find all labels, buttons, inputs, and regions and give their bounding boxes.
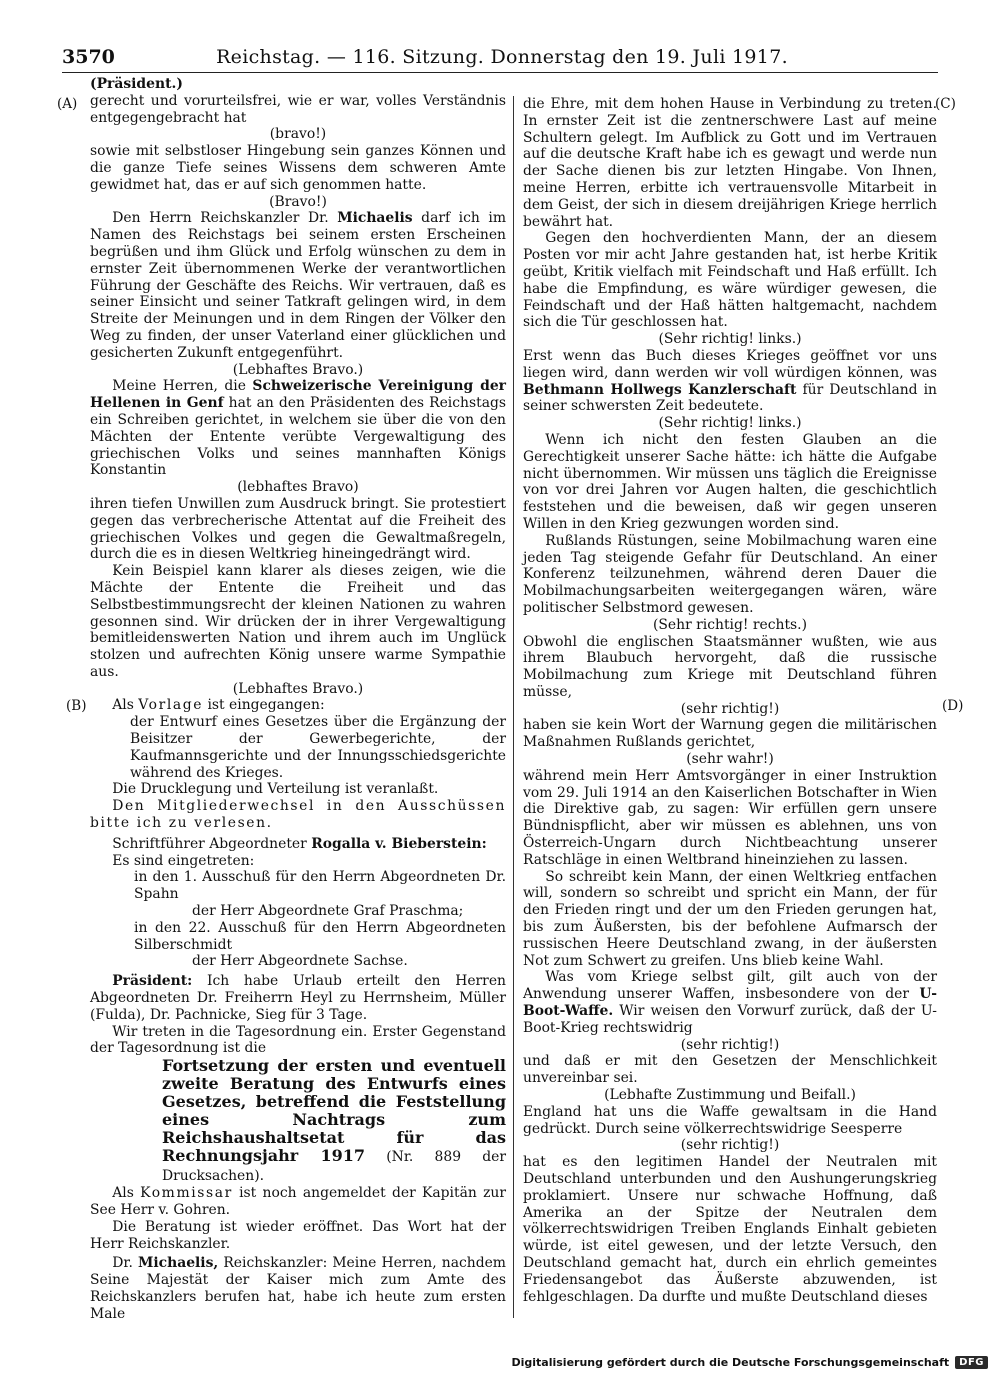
speaker-name: Michaelis: [337, 210, 413, 227]
paragraph: Wenn ich nicht den festen Glauben an die Gerechtigkeit unserer Sache hätte: ich hätte die Aufgabe nicht übernommen. Wir müssen uns täglich die Ereignisse von vor drei Jahren vor Augen halten, die geschichtlich feststehen und die beweisen, daß wir gegen unseren Willen in den Krieg gezwungen worden sind.: [523, 431, 937, 532]
margin-mark-b: (B): [66, 698, 87, 714]
column-divider: [513, 96, 514, 1318]
interjection: (sehr richtig!): [680, 1137, 780, 1154]
paragraph: ihren tiefen Unwillen zum Ausdruck bringt. Sie protestiert gegen das verbrecherische Attentat auf die Freiheit des griechischen Volkes und gegen die Gewaltmaßregeln, durch die es in diesen Weltkrieg hineingedrängt wird.: [90, 495, 506, 563]
interjection: (Sehr richtig! links.): [658, 331, 802, 348]
list-item: in den 22. Ausschuß für den Herrn Abgeordneten Silberschmidt: [134, 919, 506, 953]
emphasis: Vorlage: [138, 697, 204, 714]
paragraph: Den Herrn Reichskanzler Dr. Michaelis darf ich im Namen des Reichstags bei seinem ersten Erscheinen begrüßen und ihm Glück und Erfolg wünschen zu dem in ernster Zeit übernommenen Werke der verantwortlichen Führung der Geschäfte des Reichs. Wir vertrauen, daß es seiner Einsicht und seiner Tatkraft gelingen wird, in dem Streite der Meinungen und in dem Ringen der Völker den Weg zu finden, der unser Vaterland einer glücklichen und gesicherten Zukunft entgegenführt.: [90, 210, 507, 361]
paragraph: sowie mit selbstloser Hingebung sein ganzes Können und die ganze Tiefe seines Wissens dem schweren Amte gewidmet hat, das er auf sich genommen hatte.: [90, 143, 506, 193]
emphasis: Schweizerische Vereinigung der Hellenen in Genf: [90, 378, 506, 412]
paragraph: England hat uns die Waffe gewaltsam in die Hand gedrückt. Durch seine völkerrechtswidrige Seesperre: [523, 1103, 937, 1137]
paragraph: während mein Herr Amtsvorgänger in einer Instruktion vom 29. Juli 1914 an den Kaiserlichen Botschafter in Wien die Direktive gab, zu sagen: Wir erfüllen gern unsere Bündnispflicht, aber wir müssen es ablehnen, uns von Österreich-Ungarn durch Nichtbeachtung unserer Ratschläge in einen Weltbrand hineinziehen zu lassen.: [523, 767, 937, 868]
paragraph: Gegen den hochverdienten Mann, der an diesem Posten vor mir acht Jahre gestanden hat, ist herbe Kritik geübt, Kritik vielfach mit Feindschaft und Haß erfüllt. Ich habe die Empfindung, es wäre würdiger gewesen, die Feindschaft und der Haß hätten haltgemacht, nachdem sich die Tür geschlossen hat.: [523, 230, 937, 331]
paragraph: Präsident: Ich habe Urlaub erteilt den Herren Abgeordneten Dr. Freiherrn Heyl zu Herrnsheim, Müller (Fulda), Dr. Pachnicke, Sieg für 3 Tage.: [90, 973, 506, 1023]
speaker-name: Rogalla v. Bieberstein:: [311, 835, 487, 852]
paragraph: haben sie kein Wort der Warnung gegen die militärischen Maßnahmen Rußlands gerichtet,: [523, 717, 937, 751]
emphasis: Bethmann Hollwegs Kanzlerschaft: [523, 381, 797, 398]
paragraph: Die Drucklegung und Verteilung ist veranlaßt.: [112, 781, 439, 798]
paragraph: Schriftführer Abgeordneter Rogalla v. Bieberstein:: [112, 835, 487, 852]
emphasis: U-Boot-Waffe.: [523, 986, 937, 1020]
margin-mark-d: (D): [942, 698, 964, 714]
paragraph: Erst wenn das Buch dieses Krieges geöffnet vor uns liegen wird, dann werden wir voll würdigen können, was Bethmann Hollwegs Kanzlerschaft für Deutschland in seiner schwersten Zeit bedeutete.: [523, 347, 937, 415]
paragraph: Die Beratung ist wieder eröffnet. Das Wort hat der Herr Reichskanzler.: [90, 1218, 506, 1252]
footer-text: Digitalisierung gefördert durch die Deutsche Forschungsgemeinschaft: [511, 1356, 950, 1369]
paragraph: Rußlands Rüstungen, seine Mobilmachung waren eine jeden Tag steigende Gefahr für Deutschland. An einer Konferenz teilzunehmen, während deren Dauer die Mobilmachungsarbeiten weitergegangen wären, wäre politischer Selbstmord gewesen.: [523, 532, 937, 616]
paragraph: Was vom Kriege selbst gilt, gilt auch von der Anwendung unserer Waffen, insbesondere von der U-Boot-Waffe. Wir weisen den Vorwurf zurück, daß der U-Boot-Krieg rechtswidrig: [523, 969, 937, 1036]
interjection: (Bravo!): [269, 193, 327, 210]
paragraph: Als Vorlage ist eingegangen:: [112, 697, 325, 714]
paragraph: Meine Herren, die Schweizerische Vereinigung der Hellenen in Genf hat an den Präsidenten des Reichstags ein Schreiben gerichtet, in welchem sie über die von den Mächten der Entente verübte Vergewaltigung des griechischen Volks und seines mannhaften Königs Konstantin: [90, 378, 506, 479]
paragraph: hat es den legitimen Handel der Neutralen mit Deutschland unterbunden und den Aushungerungskrieg proklamiert. Unsere nur schwache Hoffnung, daß Amerika an der Spitze der Neutralen dem völkerrechtswidrigen Treiben Englands Einhalt gebieten würde, ist eitel gewesen, und der letzte Versuch, den Deutschland gemacht hat, durch ein ehrlich gemeintes Friedensangebot das Äußerste abzuwenden, ist fehlgeschlagen. Da durfte und mußte Deutschland dieses: [523, 1154, 937, 1305]
list-item: der Herr Abgeordnete Sachse.: [192, 953, 408, 970]
interjection: (sehr richtig!): [680, 1036, 780, 1053]
interjection: (Lebhafte Zustimmung und Beifall.): [604, 1087, 856, 1104]
paragraph: der Entwurf eines Gesetzes über die Ergänzung der Beisitzer der Gewerbegerichte, der Kaufmannsgerichte und der Innungsschiedsgerichte während des Krieges.: [130, 714, 506, 781]
interjection: (Sehr richtig! rechts.): [652, 616, 807, 633]
paragraph: Wir treten in die Tagesordnung ein. Erster Gegenstand der Tagesordnung ist die: [90, 1023, 506, 1057]
paragraph: So schreibt kein Mann, der einen Weltkrieg entfachen will, sondern so schreibt und spricht ein Mann, der für den Frieden ringt und der um den Frieden gerungen hat, bis zum Äußersten, bis der befohlene Aufmarsch der russischen Heere Deutschland zwang, in der äußersten Not zum Schwert zu greifen. Uns blieb keine Wahl.: [523, 868, 937, 969]
interjection: (Sehr richtig! links.): [658, 415, 802, 432]
speaker-name: Michaelis,: [137, 1255, 219, 1272]
digitization-footer: [511, 1356, 988, 1369]
page-header: [62, 44, 942, 70]
interjection: (Lebhaftes Bravo.): [232, 361, 364, 378]
margin-mark-a: (A): [57, 96, 78, 112]
speaker-label: (Präsident.): [90, 76, 183, 92]
paragraph: Obwohl die englischen Staatsmänner wußten, wie aus ihrem Blaubuch hervorgeht, daß die russische Mobilmachung zum Kriege mit Deutschland führen müsse,: [523, 633, 937, 700]
dfg-logo: DFG: [955, 1356, 988, 1369]
margin-mark-c: (C): [935, 96, 956, 112]
list-item: der Herr Abgeordnete Graf Praschma;: [192, 903, 464, 920]
paragraph: Kein Beispiel kann klarer als dieses zeigen, wie die Mächte der Entente die Freiheit und das Selbstbestimmungsrecht der kleinen Nationen zu wahren gesonnen sind. Wir drücken der in ihrer Vergewaltigung bemitleidenswerten Nation und ihrem auch im Unglück stolzen und aufrechten König unsere warme Sympathie aus.: [90, 563, 506, 680]
speaker-name: Präsident:: [112, 973, 193, 990]
paragraph: und daß er mit den Gesetzen der Menschlichkeit unvereinbar sei.: [523, 1053, 937, 1087]
interjection: (bravo!): [269, 126, 327, 143]
paragraph: Den Mitgliederwechsel in den Ausschüssen bitte ich zu verlesen.: [90, 798, 506, 832]
paragraph: Es sind eingetreten:: [112, 852, 255, 869]
emphasis: Kommissar: [140, 1185, 233, 1202]
page-number: 3570: [62, 46, 115, 68]
interjection: (Lebhaftes Bravo.): [232, 680, 364, 697]
paragraph: die Ehre, mit dem hohen Hause in Verbindung zu treten. In ernster Zeit ist die zentnerschwere Last auf meine Schultern gelegt. Im Aufblick zu Gott und im Vertrauen auf die deutsche Kraft habe ich es gewagt und werde nun der Sache dienen bis zur letzten Hingabe. Von Ihnen, meine Herren, erbitte ich vertrauensvolle Mitarbeit in dem Geist, der sich in diesem dreijährigen Kriege herrlich bewährt hat.: [523, 96, 937, 230]
interjection: (lebhaftes Bravo): [237, 479, 359, 496]
agenda-item: Fortsetzung der ersten und eventuell zweite Beratung des Entwurfs eines Gesetzes, betreffend die Feststellung eines Nachtrags zum Reichshaushaltsetat für das Rechnungsjahr 1917 (Nr. 889 der Drucksachen).: [162, 1056, 506, 1185]
interjection: (sehr wahr!): [686, 751, 774, 768]
header-rule: [62, 72, 938, 73]
interjection: (sehr richtig!): [680, 700, 780, 717]
list-item: in den 1. Ausschuß für den Herrn Abgeordneten Dr. Spahn: [134, 869, 506, 903]
left-column: [90, 76, 506, 1323]
page-title: Reichstag. — 116. Sitzung. Donnerstag den 19. Juli 1917.: [216, 46, 788, 68]
paragraph: Als Kommissar ist noch angemeldet der Kapitän zur See Herr v. Gohren.: [90, 1185, 506, 1219]
paragraph: gerecht und vorurteilsfrei, wie er war, volles Verständnis entgegengebracht hat: [90, 92, 506, 126]
right-column: [523, 96, 937, 1305]
paragraph: Dr. Michaelis, Reichskanzler: Meine Herren, nachdem Seine Majestät der Kaiser mich zum Amte des Reichskanzlers berufen hat, habe ich heute zum ersten Male: [90, 1255, 506, 1322]
